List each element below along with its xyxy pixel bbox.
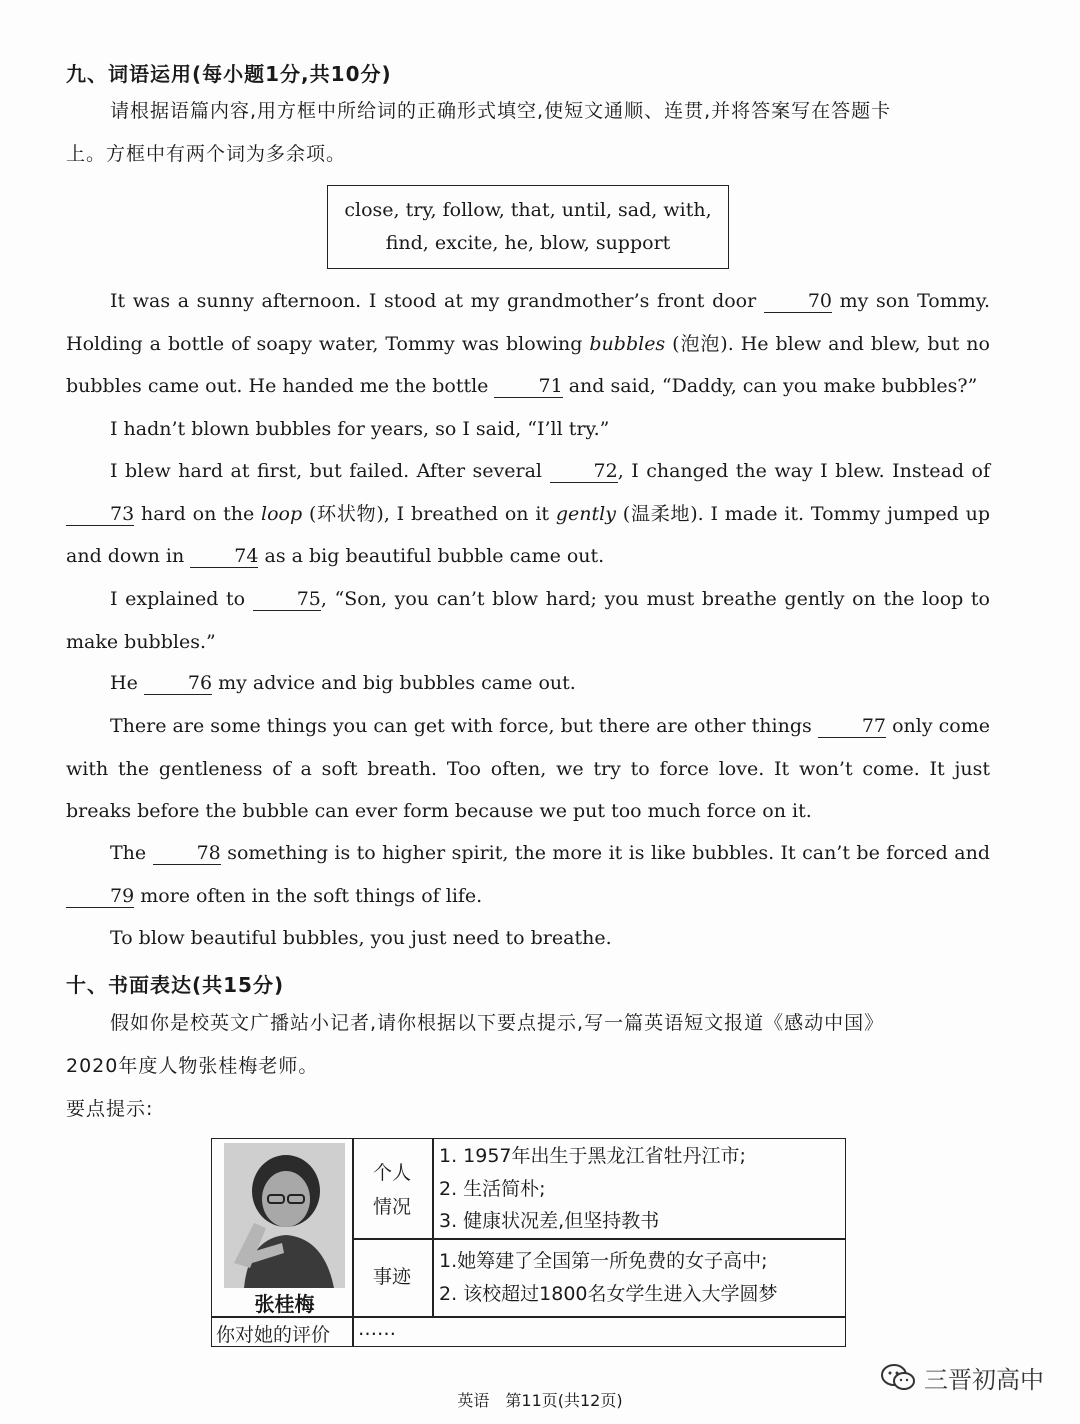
text: There are some things you can get with force, but there are other things <box>110 715 812 737</box>
teacher-photo <box>224 1143 345 1288</box>
text: It was a sunny afternoon. I stood at my grandmother’s front door <box>110 290 757 312</box>
text: more often in the soft things of life. <box>140 884 483 907</box>
blank-75: 75 <box>253 588 321 611</box>
word-box-line: close, try, follow, that, until, sad, with, <box>344 199 712 221</box>
portrait-image <box>224 1143 345 1288</box>
word-box <box>327 185 729 269</box>
blank-73: 73 <box>66 503 134 526</box>
table-divider <box>352 1238 846 1240</box>
word-box-line: find, excite, he, blow, support <box>385 232 671 254</box>
section10-title: 十、书面表达(共15分) <box>66 973 285 997</box>
text: out. He handed me the bottle <box>205 375 489 397</box>
text: , I changed the way I blew. Instead of <box>617 460 991 482</box>
text: He <box>110 672 138 694</box>
italic-word: loop <box>261 502 303 525</box>
section9-title: 九、词语运用(每小题1分,共10分) <box>66 62 392 86</box>
label-text: 情况 <box>372 1196 411 1218</box>
blank-74: 74 <box>190 545 258 568</box>
hint-label: 要点提示: <box>66 1098 154 1120</box>
text: bubble can ever form because we put too much force on it. <box>242 800 812 822</box>
text: bubbles.” <box>124 630 216 653</box>
text: and said, “Daddy, can you make bubbles?” <box>568 375 978 397</box>
label-text: 个人 <box>372 1162 411 1184</box>
instruction-line: 请根据语篇内容,用方框中所给词的正确形式填空,使短文通顺、连贯,并将答案写在答题卡 <box>110 100 892 122</box>
passage-paragraph <box>66 705 990 833</box>
wechat-icon <box>880 1363 916 1393</box>
text: gentleness of a soft breath. Too often, we try to force love. It won’t come. It just breaks before the <box>66 757 990 822</box>
row-value-evaluation: …… <box>358 1318 396 1340</box>
text: something is to higher spirit, the more it is like bubbles. It can’t be forced and <box>227 842 990 864</box>
blank-72: 72 <box>550 460 618 483</box>
watermark-text: 三晋初高中 <box>924 1366 1044 1394</box>
blank-70: 70 <box>764 290 832 313</box>
text: (温柔地). I made it. Tommy jumped up and down in <box>66 502 991 567</box>
blank-77: 77 <box>818 715 886 738</box>
table-divider <box>352 1317 354 1347</box>
italic-word: bubbles <box>589 332 666 355</box>
text: I explained to <box>110 588 246 610</box>
passage-paragraph <box>66 450 990 578</box>
section10-instruction <box>66 1002 990 1087</box>
passage-paragraph: I hadn’t blown bubbles for years, so I said, “I’ll try.” <box>110 418 610 440</box>
teacher-name: 张桂梅 <box>254 1292 315 1316</box>
section9-instruction <box>66 90 990 175</box>
list-item: 1.她筹建了全国第一所免费的女子高中; <box>439 1250 768 1272</box>
list-item: 3. 健康状况差,但坚持教书 <box>439 1210 660 1232</box>
instruction-line: 2020年度人物张桂梅老师。 <box>66 1054 319 1077</box>
passage-paragraph <box>66 832 990 917</box>
row-items-personal <box>439 1140 746 1238</box>
text: my advice and big bubbles came out. <box>218 672 576 694</box>
text: (泡泡). He blew and blew, but no bubbles came <box>66 332 990 397</box>
blank-76: 76 <box>144 672 212 695</box>
text: I blew hard at first, but failed. After several <box>110 460 542 482</box>
text: , “Son, you can’t blow hard; you must breathe gently on the loop to make <box>66 588 990 653</box>
text: on the <box>192 502 255 525</box>
page-footer: 英语 第11页(共12页) <box>457 1391 623 1410</box>
row-label-personal <box>352 1156 432 1224</box>
list-item: 2. 该校超过1800名女学生进入大学圆梦 <box>439 1282 778 1305</box>
row-label-evaluation: 你对她的评价 <box>216 1324 331 1346</box>
list-item: 1. 1957年出生于黑龙江省牡丹江市; <box>439 1145 746 1167</box>
italic-word: gently <box>555 502 616 525</box>
text: as a big beautiful bubble came out. <box>264 545 605 567</box>
text: (环状物), I breathed on it <box>308 502 550 525</box>
row-label-deeds: 事迹 <box>372 1266 411 1288</box>
passage-paragraph <box>66 578 990 663</box>
blank-79: 79 <box>66 885 134 908</box>
text: only come with the <box>66 715 991 780</box>
instruction-line: 假如你是校英文广播站小记者,请你根据以下要点提示,写一篇英语短文报道《感动中国》 <box>110 1012 885 1034</box>
row-items-deeds <box>439 1245 778 1310</box>
passage-paragraph <box>66 662 990 705</box>
table-divider <box>432 1138 434 1317</box>
text: The <box>110 842 147 864</box>
passage-paragraph <box>66 280 990 408</box>
blank-71: 71 <box>494 375 562 398</box>
text: hard <box>141 502 186 525</box>
list-item: 2. 生活简朴; <box>439 1177 546 1200</box>
blank-78: 78 <box>153 842 221 865</box>
watermark <box>880 1360 1044 1395</box>
text: bottle of soapy water, Tommy was blowing <box>167 332 583 355</box>
text: my son Tommy. Holding a <box>66 290 990 355</box>
passage-paragraph: To blow beautiful bubbles, you just need to breathe. <box>110 927 612 949</box>
instruction-line: 上。方框中有两个词为多余项。 <box>66 142 347 165</box>
